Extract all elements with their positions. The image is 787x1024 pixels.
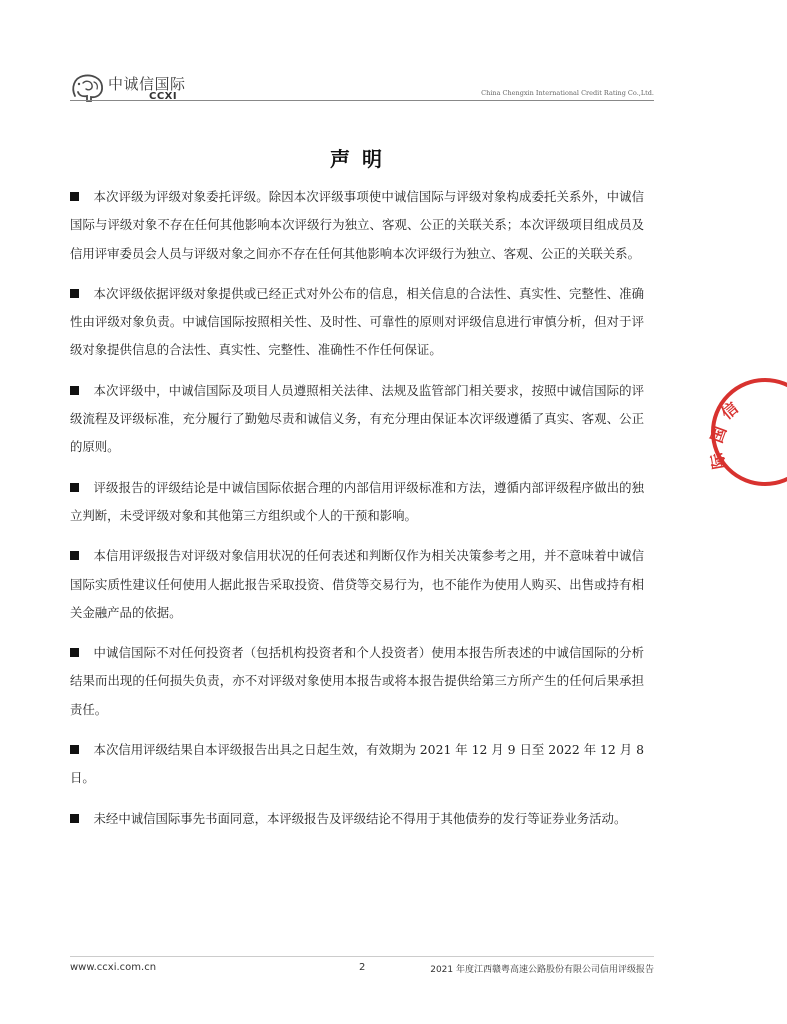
square-bullet-icon	[70, 289, 79, 298]
company-english-name: China Chengxin International Credit Rating Co.,Ltd.	[481, 89, 654, 97]
paragraph-text: 评级报告的评级结论是中诚信国际依据合理的内部信用评级标准和方法，遵循内部评级程序做出的独立判断，未受评级对象和其他第三方组织或个人的干预和影响。	[70, 479, 644, 523]
svg-text:信: 信	[717, 398, 742, 424]
statement-paragraph	[70, 542, 644, 627]
statement-paragraph	[70, 280, 644, 365]
header-divider	[70, 100, 654, 101]
logo-cn-text: 中诚信国际	[108, 75, 186, 93]
statement-paragraph	[70, 736, 644, 793]
footer-divider	[70, 956, 654, 957]
paragraph-text: 本次评级为评级对象委托评级。除因本次评级事项使中诚信国际与评级对象构成委托关系外，中诚信国际与评级对象不存在任何其他影响本次评级行为独立、客观、公正的关联关系；本次评级项目组成员及信用评审委员会人员与评级对象之间亦不存在任何其他影响本次评级行为独立、客观、公正的关联关系。	[70, 189, 644, 261]
paragraph-text: 本次评级依据评级对象提供或已经正式对外公布的信息，相关信息的合法性、真实性、完整性、准确性由评级对象负责。中诚信国际按照相关性、及时性、可靠性的原则对评级信息进行审慎分析，但对于评级对象提供信息的合法性、真实性、完整性、准确性不作任何保证。	[70, 285, 644, 358]
logo-en-text: CCXI	[149, 91, 178, 102]
svg-text:国: 国	[706, 423, 731, 446]
red-seal-stamp	[707, 372, 787, 492]
square-bullet-icon	[70, 745, 79, 754]
paragraph-text: 本次信用评级结果自本评级报告出具之日起生效，有效期为 2021 年 12 月 9 日至 2022 年 12 月 8 日。	[70, 742, 644, 786]
statement-paragraph	[70, 183, 644, 268]
footer-website: www.ccxi.com.cn	[70, 962, 157, 973]
statement-paragraph	[70, 639, 644, 724]
statement-paragraph	[70, 377, 644, 462]
paragraph-text: 本信用评级报告对评级对象信用状况的任何表述和判断仅作为相关决策参考之用，并不意味着中诚信国际实质性建议任何使用人据此报告采取投资、借贷等交易行为，也不能作为使用人购买、出售或持有相关金融产品的依据。	[70, 548, 644, 620]
square-bullet-icon	[70, 386, 79, 395]
square-bullet-icon	[70, 814, 79, 823]
page-number: 2	[359, 962, 366, 973]
statement-paragraph	[70, 805, 644, 833]
statement-body	[70, 183, 644, 845]
paragraph-text: 中诚信国际不对任何投资者（包括机构投资者和个人投资者）使用本报告所表述的中诚信国际的分析结果而出现的任何损失负责，亦不对评级对象使用本报告或将本报告提供给第三方所产生的任何后果承担责任。	[70, 645, 644, 717]
page-title: 声明	[330, 147, 394, 171]
footer-report-title: 2021 年度江西赣粤高速公路股份有限公司信用评级报告	[430, 965, 654, 975]
square-bullet-icon	[70, 648, 79, 657]
paragraph-text: 未经中诚信国际事先书面同意，本评级报告及评级结论不得用于其他债券的发行等证券业务活动。	[93, 810, 627, 826]
paragraph-text: 本次评级中，中诚信国际及项目人员遵照相关法律、法规及监管部门相关要求，按照中诚信国际的评级流程及评级标准，充分履行了勤勉尽责和诚信义务，有充分理由保证本次评级遵循了真实、客观、公正的原则。	[70, 382, 644, 455]
square-bullet-icon	[70, 551, 79, 560]
square-bullet-icon	[70, 192, 79, 201]
svg-text:际: 际	[707, 451, 729, 471]
square-bullet-icon	[70, 483, 79, 492]
elephant-logo-icon	[70, 72, 106, 102]
statement-paragraph	[70, 474, 644, 531]
